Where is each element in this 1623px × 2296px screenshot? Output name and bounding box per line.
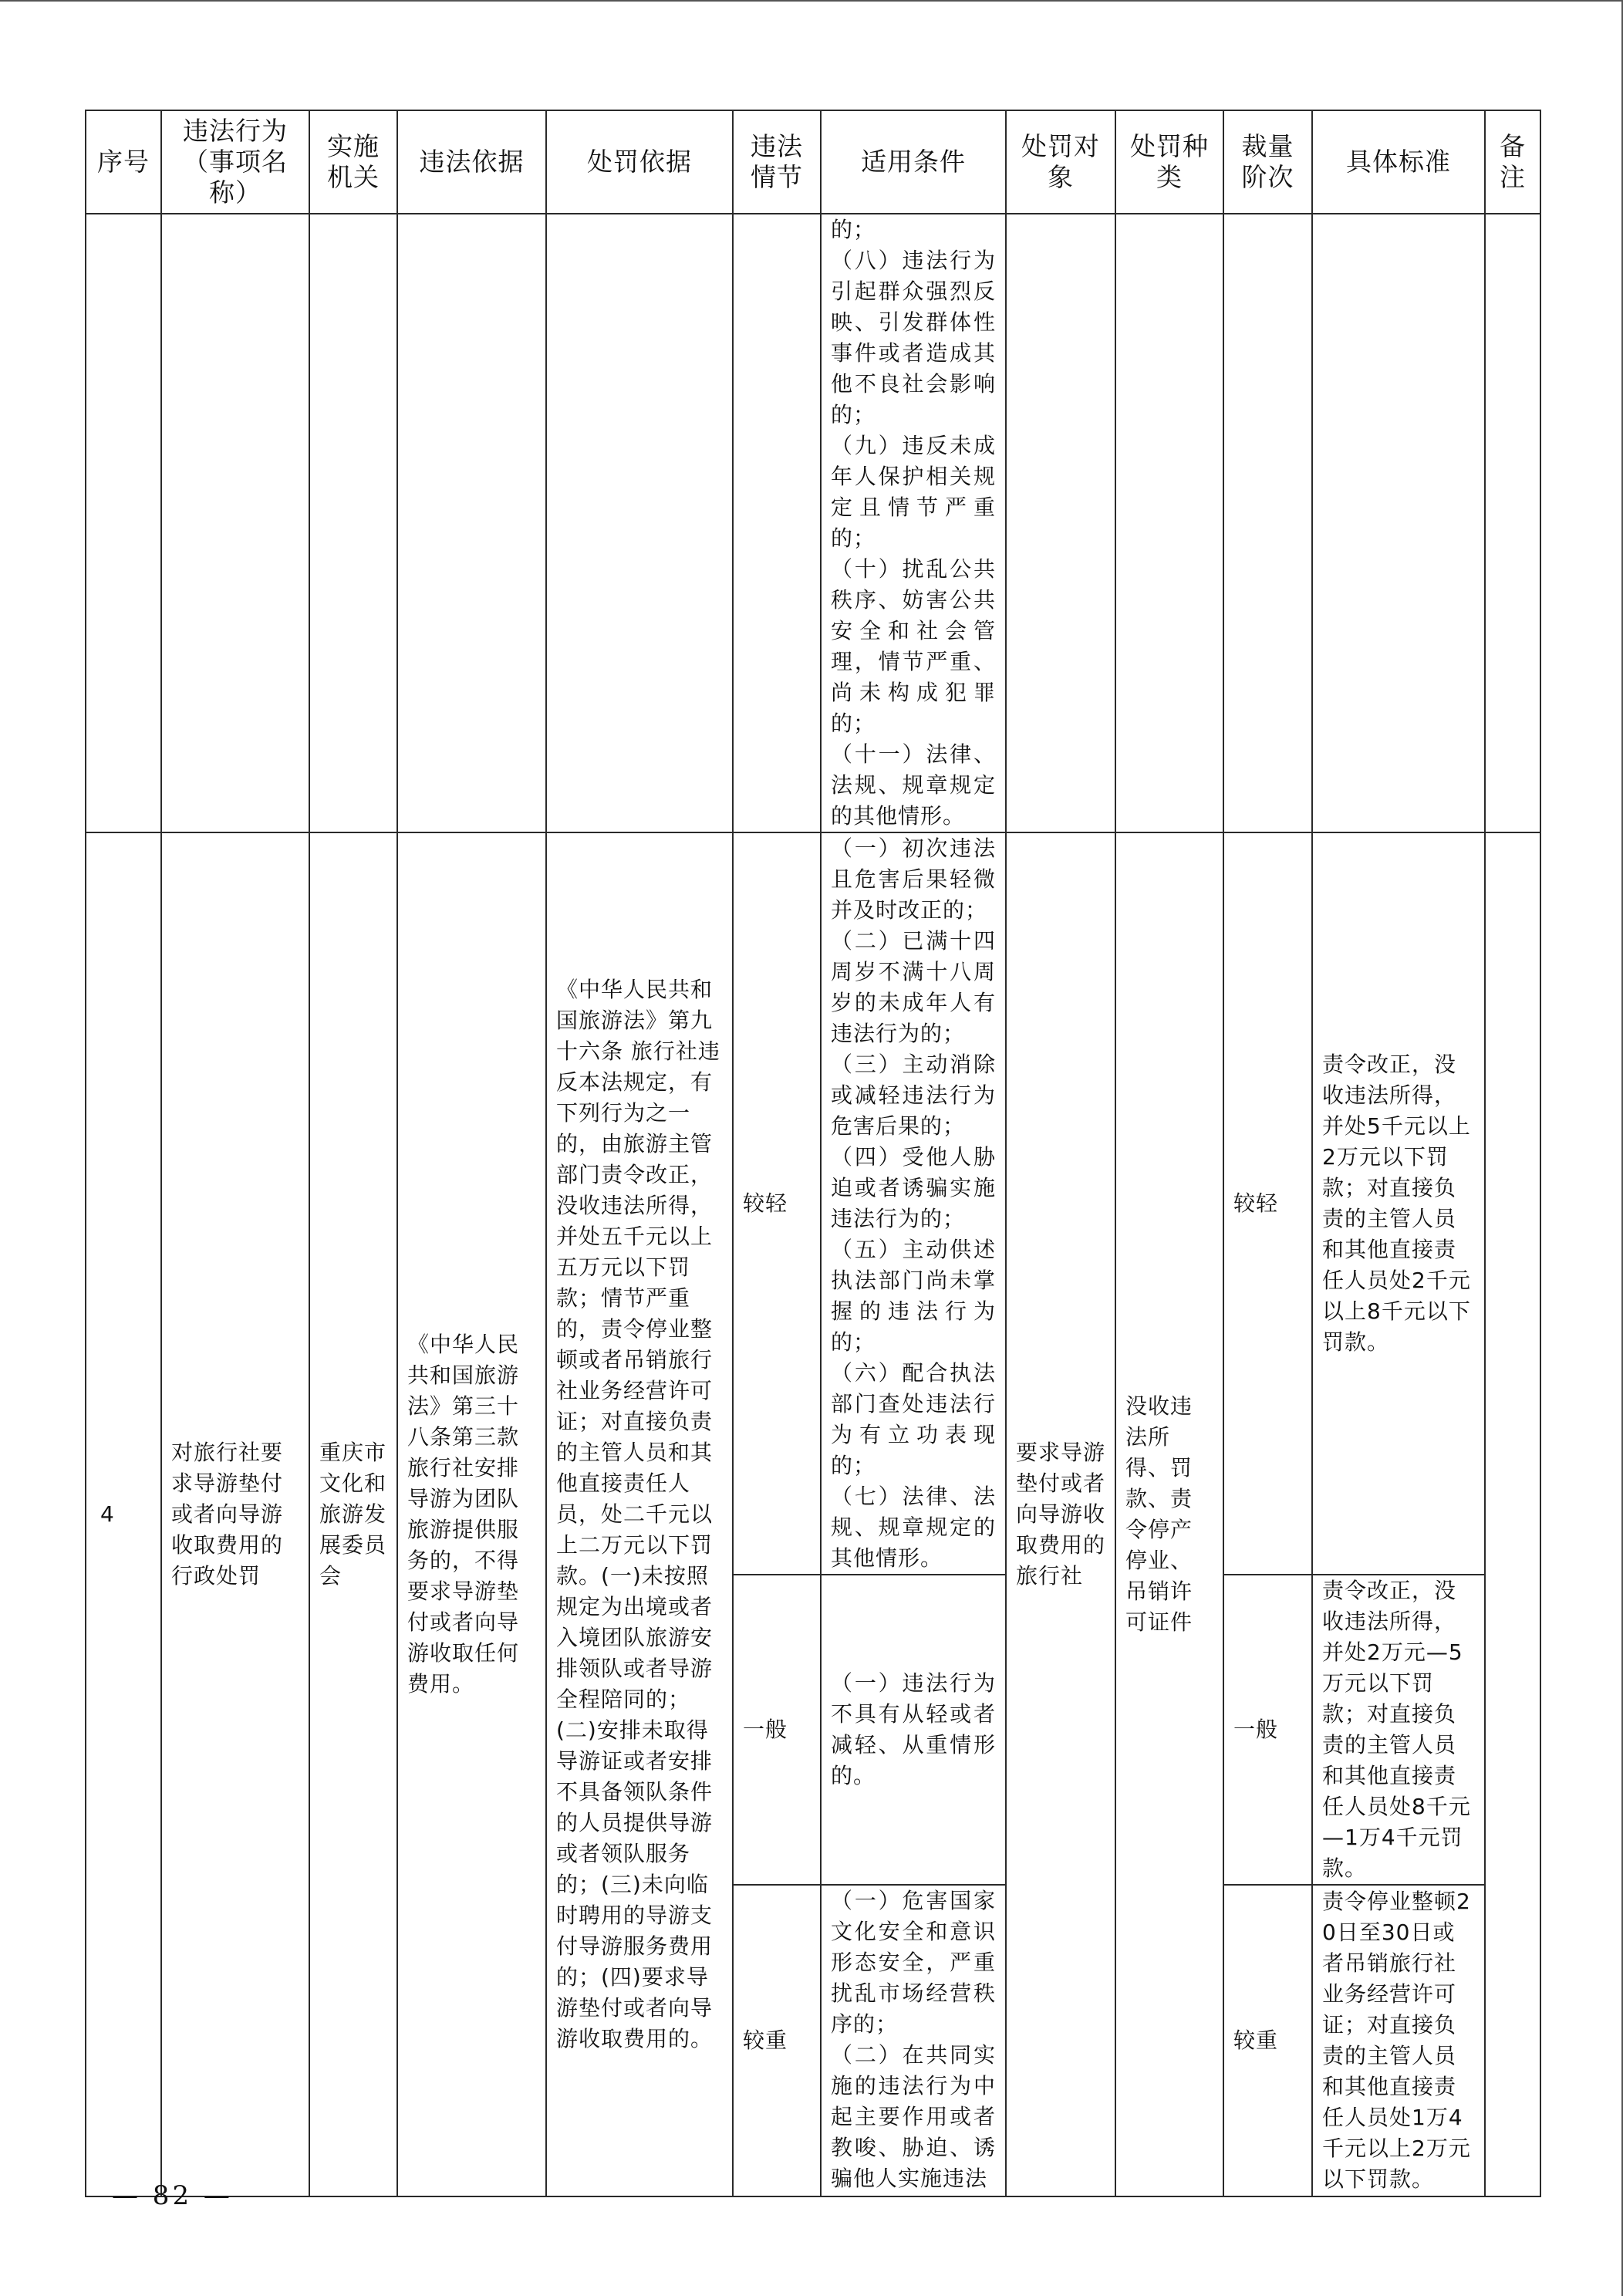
cell-empty: [161, 214, 309, 832]
header-row: [86, 110, 1540, 214]
cell-conditions-general: [821, 1575, 1006, 1885]
condition-item: （六）配合执法部门查处违法行为有立功表现的；: [831, 1360, 996, 1478]
cell-tier-light: 较轻: [1223, 832, 1312, 1575]
condition-item: （四）受他人胁迫或者诱骗实施违法行为的；: [831, 1144, 996, 1231]
cell-violation: 对旅行社要求导游垫付或者向导游收取费用的行政处罚: [161, 832, 309, 2196]
header-remarks: 备注: [1485, 110, 1540, 214]
cell-standard-general: 责令改正，没收违法所得，并处2万元—5万元以下罚款；对直接负责的主管人员和其他直接责任人员处8千元—1万4千元罚款。: [1312, 1575, 1485, 1885]
condition-item: （七）法律、法规、规章规定的其他情形。: [831, 1484, 996, 1571]
cell-penalty-basis: 《中华人民共和国旅游法》第九十六条 旅行社违反本法规定，有下列行为之一的，由旅游主管部门责令改正，没收违法所得，并处五千元以上五万元以下罚款；情节严重的，责令停业整顿或者吊销旅行社业务经营许可证；对直接负责的主管人员和其他直接责任人员，处二千元以上二万元以下罚款。(一)未按照规定为出境或者入境团队旅游安排领队或者导游全程陪同的；(二)安排未取得导游证或者安排不具备领队条件的人员提供导游或者领队服务的；(三)未向临时聘用的导游支付导游服务费用的；(四)要求导游垫付或者向导游收取费用的。: [546, 832, 733, 2196]
condition-item: （二）在共同实施的违法行为中起主要作用或者教唆、胁迫、诱骗他人实施违法: [831, 2042, 996, 2191]
page-number: — 82 —: [112, 2180, 233, 2211]
header-penalty-types: 处罚种类: [1115, 110, 1223, 214]
header-standard: 具体标准: [1312, 110, 1485, 214]
header-number: 序号: [86, 110, 161, 214]
cell-standard-severe: 责令停业整顿20日至30日或者吊销旅行社业务经营许可证；对直接负责的主管人员和其他直接责任人员处1万4千元以上2万元以下罚款。: [1312, 1885, 1485, 2196]
cell-conditions-severe: [821, 1885, 1006, 2196]
cell-conditions-light: [821, 832, 1006, 1575]
header-legal-basis: 违法依据: [397, 110, 546, 214]
cell-target: 要求导游垫付或者向导游收取费用的旅行社: [1006, 832, 1115, 2196]
header-circumstance: 违法情节: [733, 110, 821, 214]
condition-item: （一）违法行为不具有从轻或者减轻、从重情形的。: [831, 1670, 996, 1788]
cell-empty: [86, 214, 161, 832]
penalty-discretion-table: [85, 110, 1541, 2197]
cell-empty: [1485, 214, 1540, 832]
cell-circumstance-light: 较轻: [733, 832, 821, 1575]
header-authority: 实施机关: [309, 110, 397, 214]
cell-empty: [546, 214, 733, 832]
header-tier: 裁量阶次: [1223, 110, 1312, 214]
cell-number: 4: [86, 832, 161, 2196]
cell-penalty-types: 没收违法所得、罚款、责令停产停业、吊销许可证件: [1115, 832, 1223, 2196]
condition-item: （一）危害国家文化安全和意识形态安全，严重扰乱市场经营秩序的；: [831, 1888, 996, 2037]
cell-empty: [733, 214, 821, 832]
condition-item: （一）初次违法且危害后果轻微并及时改正的；: [831, 836, 996, 923]
table-row-continued: [86, 214, 1540, 832]
table-row-4-light: [86, 832, 1540, 1575]
condition-item: （八）违法行为引起群众强烈反映、引发群体性事件或者造成其他不良社会影响的；: [831, 248, 996, 427]
cell-legal-basis: 《中华人民共和国旅游法》第三十八条第三款 旅行社安排导游为团队旅游提供服务的，不得要求导游垫付或者向导游收取任何费用。: [397, 832, 546, 2196]
cell-standard-light: 责令改正，没收违法所得，并处5千元以上2万元以下罚款；对直接负责的主管人员和其他直接责任人员处2千元以上8千元以下罚款。: [1312, 832, 1485, 1575]
cell-empty: [1006, 214, 1115, 832]
cell-empty: [1115, 214, 1223, 832]
cell-empty: [397, 214, 546, 832]
cell-circumstance-general: 一般: [733, 1575, 821, 1885]
cell-circumstance-severe: 较重: [733, 1885, 821, 2196]
cell-empty: [309, 214, 397, 832]
condition-item: （十一）法律、法规、规章规定的其他情形。: [831, 741, 996, 829]
cell-tier-general: 一般: [1223, 1575, 1312, 1885]
header-conditions: 适用条件: [821, 110, 1006, 214]
header-penalty-basis: 处罚依据: [546, 110, 733, 214]
condition-item: （二）已满十四周岁不满十八周岁的未成年人有违法行为的；: [831, 928, 996, 1046]
cell-tier-severe: 较重: [1223, 1885, 1312, 2196]
cell-authority: 重庆市文化和旅游发展委员会: [309, 832, 397, 2196]
page-border-top: [0, 0, 1623, 2]
cell-conditions-continued: [821, 214, 1006, 832]
cell-empty: [1312, 214, 1485, 832]
cell-remarks: [1485, 832, 1540, 2196]
condition-item: （三）主动消除或减轻违法行为危害后果的；: [831, 1052, 996, 1139]
condition-item: 的；: [831, 217, 876, 242]
cell-empty: [1223, 214, 1312, 832]
header-violation: 违法行为（事项名称）: [161, 110, 309, 214]
header-target: 处罚对象: [1006, 110, 1115, 214]
condition-item: （十）扰乱公共秩序、妨害公共安全和社会管理，情节严重、尚未构成犯罪的；: [831, 556, 996, 736]
condition-item: （五）主动供述执法部门尚未掌握的违法行为的；: [831, 1237, 996, 1355]
condition-item: （九）违反未成年人保护相关规定且情节严重的；: [831, 433, 996, 551]
